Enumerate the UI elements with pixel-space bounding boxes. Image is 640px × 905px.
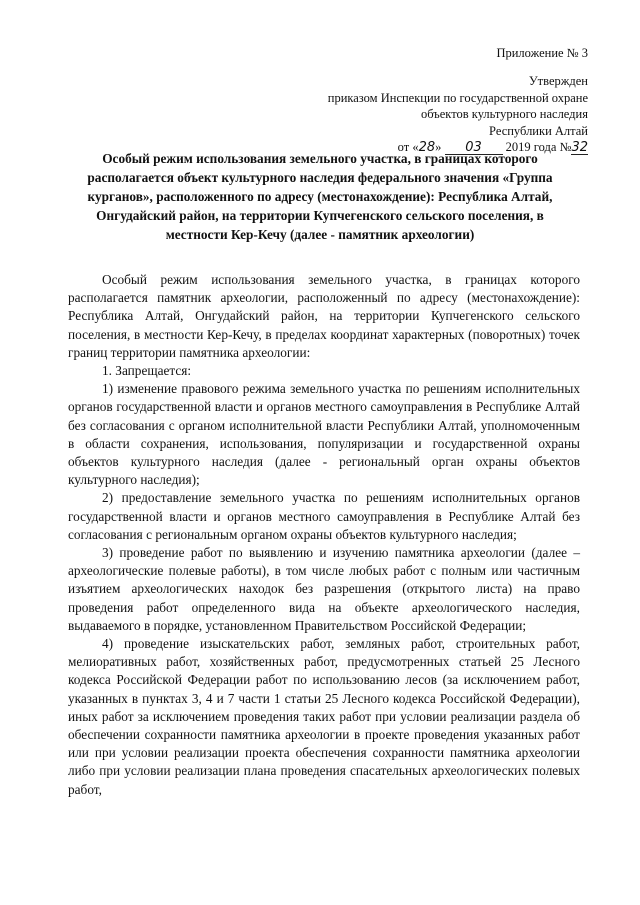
item-2-paragraph: 2) предоставление земельного участка по решениям исполнительных органов государственной власти и органов местного самоуправления в Республике Алтай без согласования с региональным органом охраны объектов культурного наследия; xyxy=(68,490,580,542)
approval-heading: Утвержден xyxy=(528,74,588,88)
prohibited-heading: 1. Запрещается: xyxy=(102,363,192,379)
item-1-paragraph: 1) изменение правового режима земельного участка по решениям исполнительных органов государственной власти и органов местного самоуправления в Республике Алтай без согласования с органом исполнительной власти Республики Алтай, уполномоченным в области сохранения, использования, популяризации и государственной охраны объектов культурного наследия (далее - региональный орган охраны объектов культурного наследия); xyxy=(68,381,580,488)
appendix-number: Приложение № 3 xyxy=(496,46,588,60)
approval-objects-line: объектов культурного наследия xyxy=(421,107,588,121)
date-year: 2019 года № xyxy=(502,140,572,154)
approval-republic-line: Республики Алтай xyxy=(489,123,588,138)
approval-block xyxy=(328,73,588,157)
document-title: Особый режим использования земельного участка, в границах которого располагается объект культурного наследия федерального значения «Группа курганов», расположенного по адресу (местонахождение): Республика Алтай, Онгудайский район, на территории Купчегенского сельского поселения, в местности Кер-Кечу (далее - памятник археологии) xyxy=(87,151,553,242)
document-body xyxy=(68,271,580,799)
item-4-paragraph: 4) проведение изыскательских работ, земляных работ, строительных работ, мелиоративных работ, хозяйственных работ, предусмотренных статьей 25 Лесного кодекса Российской Федерации работ по использованию лесов (за исключением работ, указанных в пунктах 3, 4 и 7 части 1 статьи 25 Лесного кодекса Российской Федерации), иных работ за исключением проведения таких работ при условии реализации раздела об обеспечении сохранности памятника археологии в проекте проведения указанных работ или при условии реализации проекта обеспечения сохранности памятника археологии либо при условии реализации плана проведения спасательных археологических полевых работ, xyxy=(68,636,580,797)
date-mid: » xyxy=(435,140,445,154)
approval-order-line: приказом Инспекции по государственной охране xyxy=(327,90,588,105)
intro-paragraph: Особый режим использования земельного участка, в границах которого располагается памятник археологии, расположенный по адресу (местонахождение): Республика Алтай, Онгудайский район, на территории Купчегенского сельского поселения, в местности Кер-Кечу, в пределах координат характерных (поворотных) точек границ территории памятника археологии: xyxy=(68,272,580,360)
handwritten-day: 28 xyxy=(418,140,436,155)
handwritten-month: 03 xyxy=(445,141,503,155)
date-prefix: от « xyxy=(397,140,419,154)
handwritten-order-number: 32 xyxy=(571,140,588,155)
item-3-paragraph: 3) проведение работ по выявлению и изучению памятника археологии (далее – археологические полевые работы), в том числе любых работ с полным или частичным изъятием археологических находок без разрешения (открытого листа) на право проведения работ определенного вида на объекте археологического наследия, выдаваемого в порядке, установленном Правительством Российской Федерации; xyxy=(68,545,580,633)
